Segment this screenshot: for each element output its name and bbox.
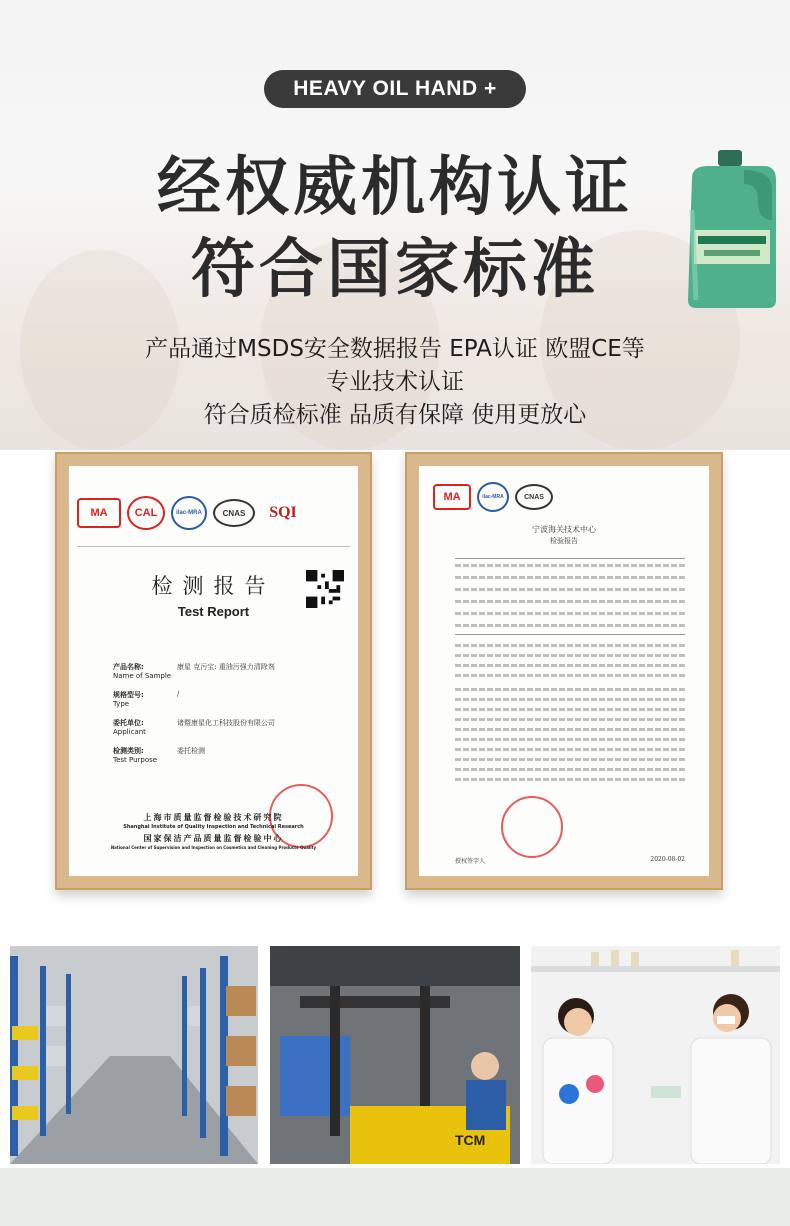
table-text-row [455,564,685,567]
forklift-brand-label: TCM [455,1132,486,1148]
cnas-logo-icon: CNAS [213,499,255,527]
body-text-row [455,718,685,721]
field-value: 诸暨康星化工科技股份有限公司 [177,719,275,727]
body-text-row [455,644,685,647]
subtitle-line-2: 专业技术认证 [326,369,464,395]
field-label-en: Applicant [113,728,146,736]
cma-logo-icon: MA [433,484,471,510]
body-text-row [455,758,685,761]
table-text-row [455,576,685,579]
field-label: 检测类别: [113,747,144,755]
footer-band [0,1168,790,1226]
field-label-en: Name of Sample [113,672,172,680]
certificate-frame-right [405,452,723,890]
field-label: 委托单位: [113,719,144,727]
body-text-row [455,768,685,771]
body-text-row [455,688,685,691]
qr-code-icon [306,570,344,608]
body-text-row [455,674,685,677]
lab-name: 宁波海关技术中心 [532,525,596,534]
product-bottle-image [684,150,780,310]
test-report-page [69,466,358,876]
laboratory-photo [531,946,780,1164]
report-date: 2020-08-02 [650,856,685,863]
cal-logo-icon: CAL [127,496,165,530]
field-value: 康星 克污宝: 重油污强力清除剂 [177,663,275,671]
body-text-row [455,664,685,667]
table-text-row [455,588,685,591]
body-text-row [455,738,685,741]
issuer-name-en: Shanghai Institute of Quality Inspection and Technical Research [123,824,304,830]
ilac-logo-icon: ilac-MRA [171,496,207,530]
field-value: 委托检测 [177,747,205,755]
brand-pill: HEAVY OIL HAND + [264,70,526,108]
signature-label: 授权签字人 [455,858,486,865]
body-text-row [455,748,685,751]
subtitle-line-3: 符合质检标准 品质有保障 使用更放心 [203,402,587,428]
headline-secondary: 符合国家标准 [191,233,599,307]
accreditation-logos [433,482,553,512]
center-name: 国家保洁产品质量监督检验中心 [143,834,284,843]
body-text-row [455,778,685,781]
issuer-name: 上海市质量监督检验技术研究院 [143,813,284,822]
center-name-en: National Center of Supervision and Inspection on Cosmetics and Cleaning Products Quality [110,845,317,850]
body-text-row [455,708,685,711]
body-text-row [455,728,685,731]
inspection-report-page [419,466,709,876]
table-text-row [455,612,685,615]
lab-technicians-icon [531,946,780,1164]
table-line [455,558,685,559]
field-label-en: Test Purpose [113,756,158,764]
field-label: 产品名称: [113,663,144,671]
cnas-logo-icon: CNAS [515,484,553,510]
report-subtitle: 检验报告 [550,537,578,545]
red-seal-stamp [501,796,563,858]
headline-primary: 经权威机构认证 [157,151,633,225]
warehouse-shelves-icon [10,946,258,1164]
certificate-frame-left [55,452,372,890]
ilac-logo-icon: ilac-MRA [477,482,509,512]
table-text-row [455,600,685,603]
accreditation-logos [77,496,305,530]
table-line [455,634,685,635]
cma-logo-icon: MA [77,498,121,528]
warehouse-photo [10,946,258,1164]
body-text-row [455,654,685,657]
subtitle-line-1: 产品通过MSDS安全数据报告 EPA认证 欧盟CE等 [145,336,645,362]
sqi-logo-icon: SQI [269,504,297,521]
report-title-en: Test Report [177,604,250,619]
divider [77,546,350,547]
table-text-row [455,624,685,627]
field-label-en: Type [113,700,130,708]
field-label: 规格型号: [113,691,144,699]
field-value: / [177,690,180,698]
forklift-photo [270,946,520,1164]
body-text-row [455,698,685,701]
report-title: 检测报告 [151,574,276,598]
